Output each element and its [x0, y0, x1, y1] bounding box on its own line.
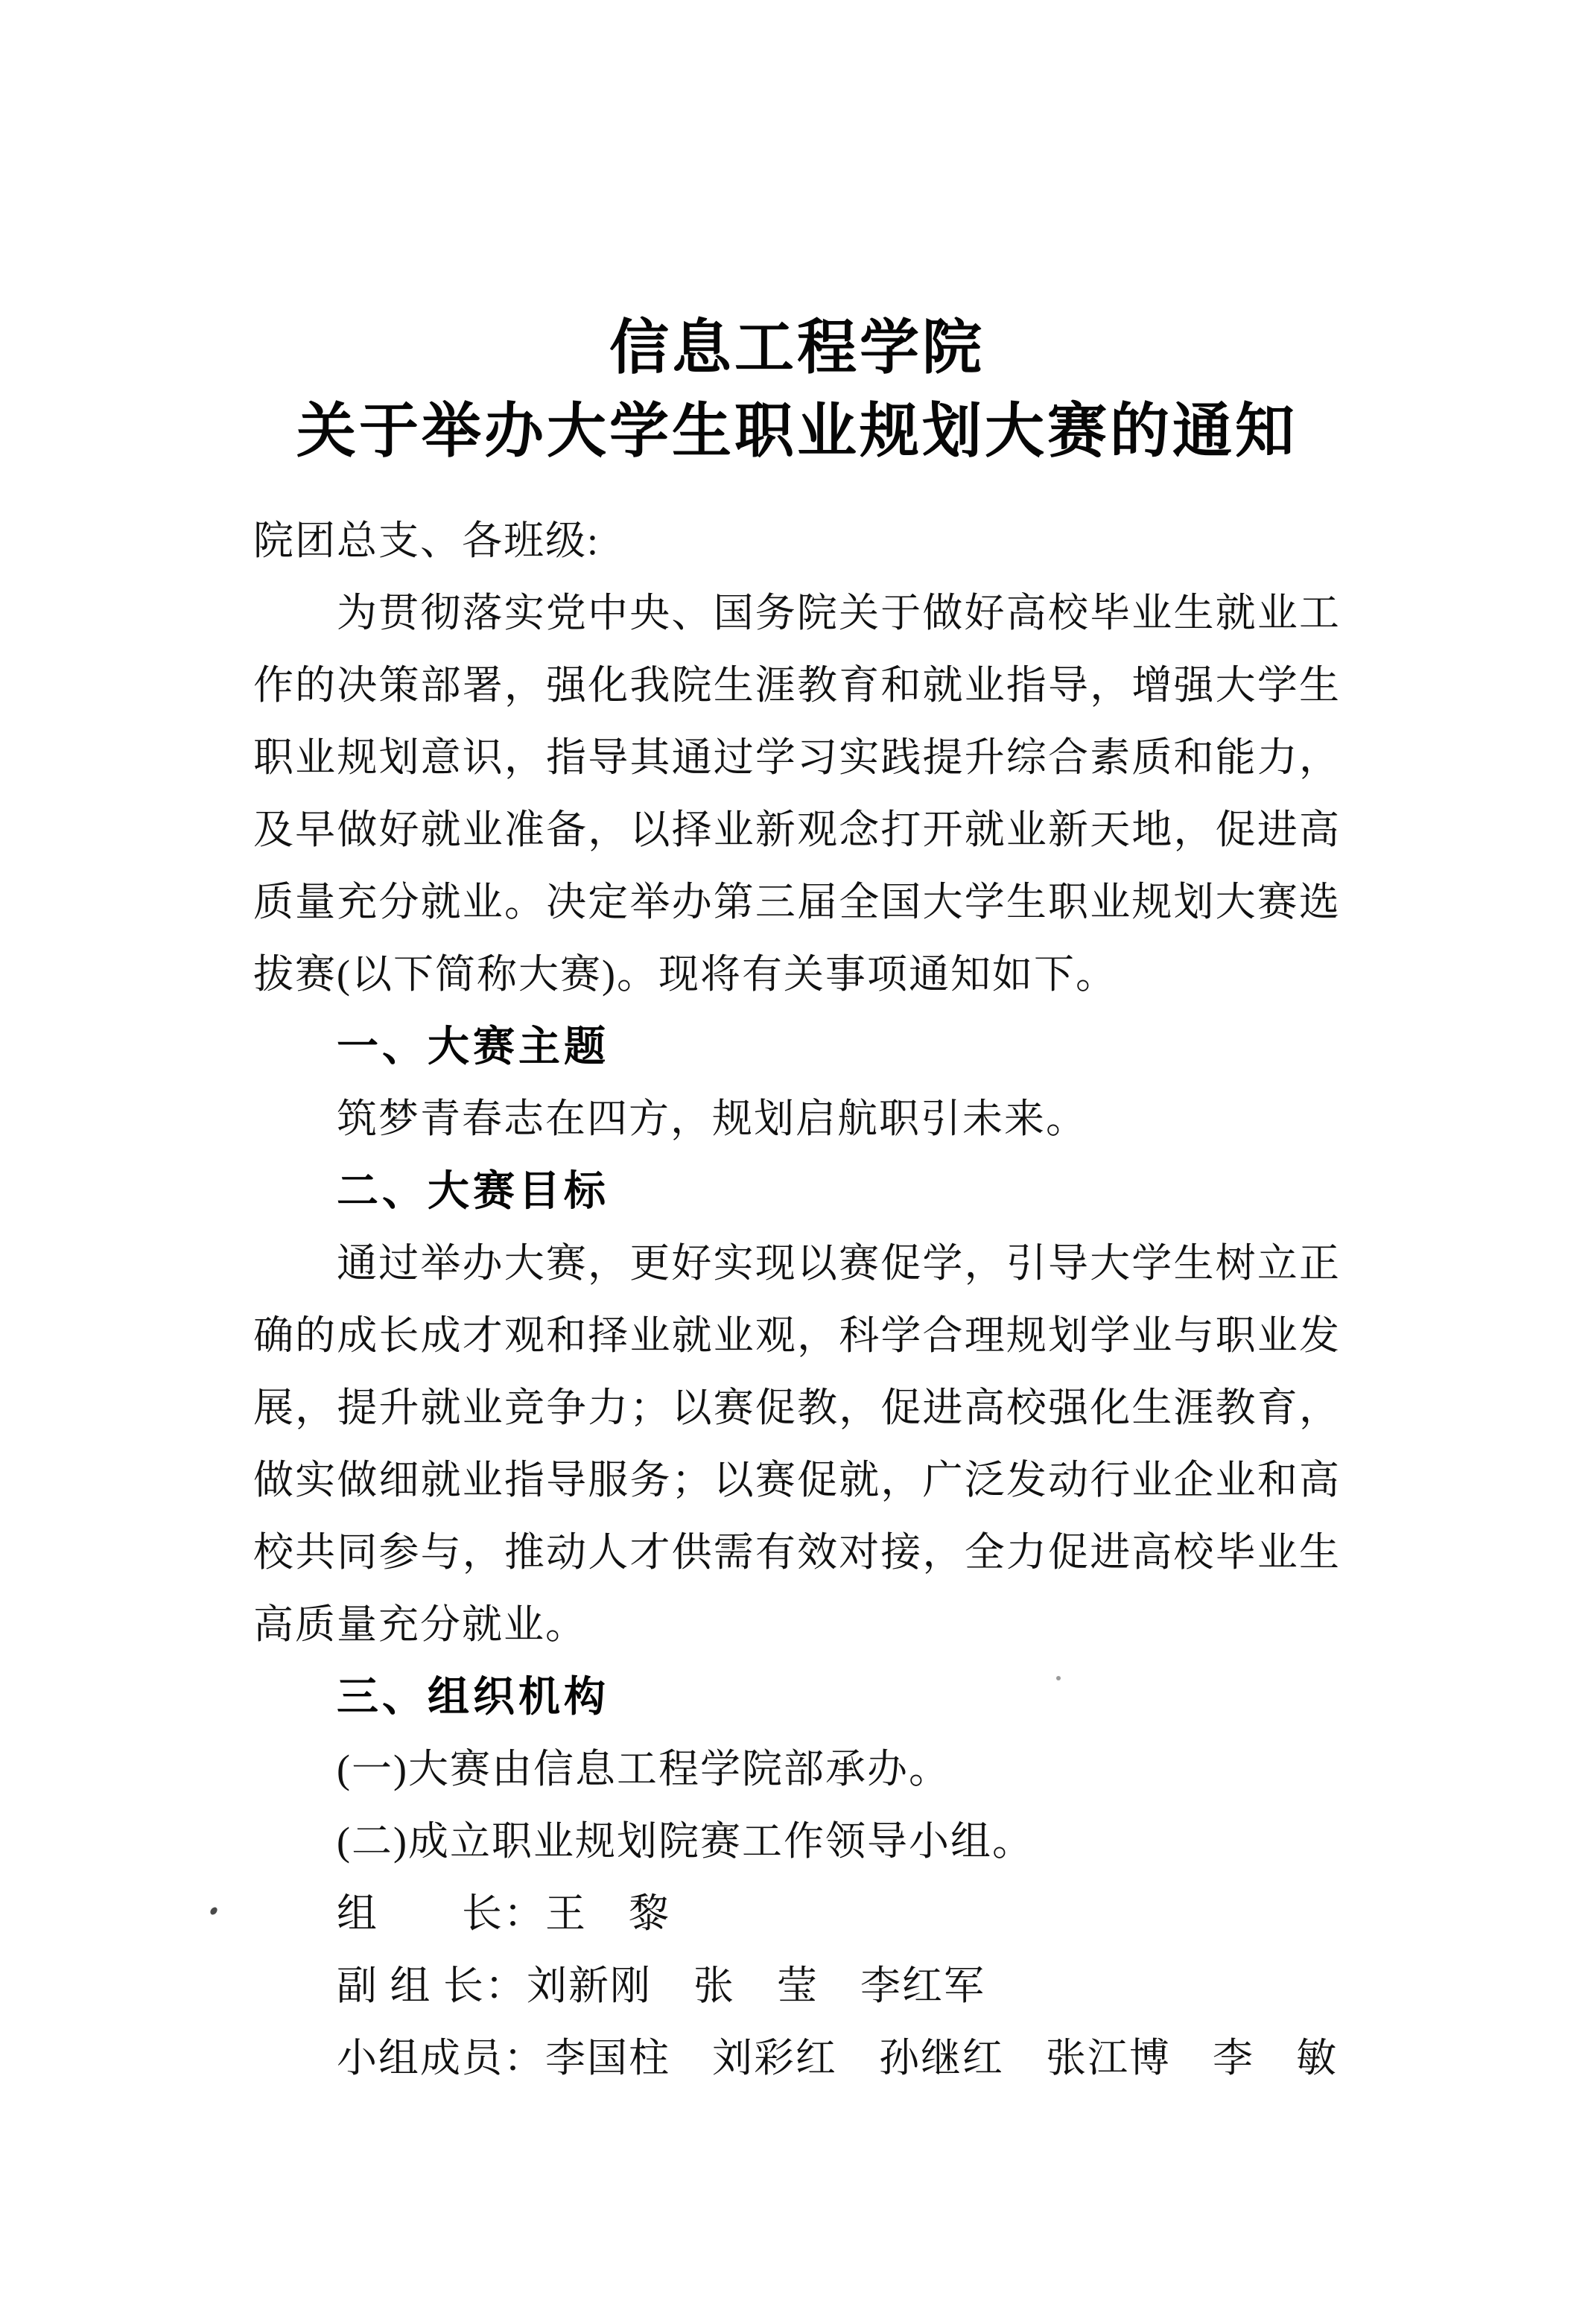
paragraph-line: 职业规划意识，指导其通过学习实践提升综合素质和能力，: [253, 735, 1341, 780]
paragraph-line: 为贯彻落实党中央、国务院关于做好高校毕业生就业工: [337, 591, 1341, 635]
document-title: [253, 307, 1341, 474]
paragraph-line: 及早做好就业准备，以择业新观念打开就业新天地，促进高: [253, 807, 1341, 852]
document-body: [253, 505, 1341, 2095]
section-heading-2: 二、大赛目标: [337, 1167, 609, 1216]
document-title-line-1: 信息工程学院: [609, 316, 985, 381]
scan-speck: [209, 1906, 218, 1917]
section-heading-3: 三、组织机构: [337, 1673, 609, 1721]
paragraph-line: 拔赛(以下简称大赛)。现将有关事项通知如下。: [253, 952, 1117, 997]
group-members-line: 小组成员：李国柱 刘彩红 孙继红 张江博 李 敏: [337, 2036, 1338, 2080]
paragraph-line: 质量充分就业。决定举办第三届全国大学生职业规划大赛选: [253, 880, 1341, 924]
group-leader-line: 组 长：王 黎: [337, 1891, 670, 1936]
list-item-line: (二)成立职业规划院赛工作领导小组。: [337, 1819, 1034, 1864]
document-title-line-2: 关于举办大学生职业规划大赛的通知: [296, 399, 1298, 465]
paragraph-line: 高质量充分就业。: [253, 1602, 587, 1647]
paragraph-line: 校共同参与，推动人才供需有效对接，全力促进高校毕业生: [253, 1530, 1341, 1575]
list-item-line: (一)大赛由信息工程学院部承办。: [337, 1747, 950, 1791]
paragraph-line: 展，提升就业竞争力；以赛促教，促进高校强化生涯教育，: [253, 1385, 1341, 1430]
paragraph-line: 通过举办大赛，更好实现以赛促学，引导大学生树立正: [337, 1241, 1341, 1286]
scan-speck: [1056, 1676, 1061, 1680]
paragraph-line: 做实做细就业指导服务；以赛促就，广泛发动行业企业和高: [253, 1458, 1341, 1502]
salutation-line: 院团总支、各班级:: [253, 518, 600, 563]
paragraph-line: 作的决策部署，强化我院生涯教育和就业指导，增强大学生: [253, 663, 1341, 708]
paragraph-line: 确的成长成才观和择业就业观，科学合理规划学业与职业发: [253, 1313, 1341, 1358]
section-heading-1: 一、大赛主题: [337, 1023, 609, 1071]
deputy-leader-line: 副 组 长：刘新刚 张 莹 李红军: [337, 1963, 985, 2008]
paragraph-line: 筑梦青春志在四方，规划启航职引未来。: [337, 1096, 1087, 1141]
